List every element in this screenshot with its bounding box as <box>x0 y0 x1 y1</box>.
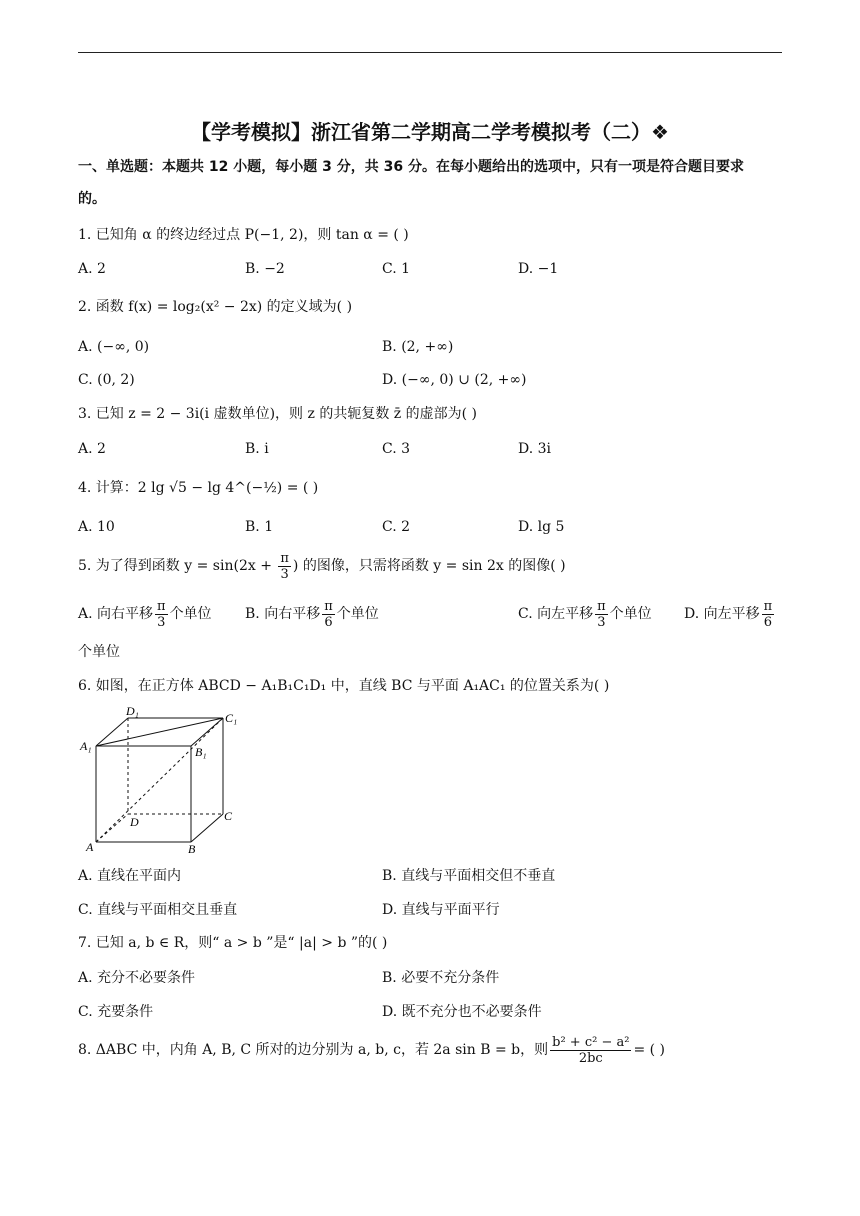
q4-option-a: A. 10 <box>78 519 115 535</box>
q7-option-d: D. 既不充分也不必要条件 <box>382 1004 542 1020</box>
q4-stem: 4. 计算：2 lg √5 − lg 4^(−½) = ( ) <box>78 480 319 496</box>
cube-label-c: C <box>224 809 233 823</box>
q6-option-a: A. 直线在平面内 <box>78 868 182 884</box>
q6-stem: 6. 如图，在正方体 ABCD − A₁B₁C₁D₁ 中，直线 BC 与平面 A₁AC₁ 的位置关系为( ) <box>78 678 610 694</box>
q5-option-b-text: B. 向右平移 <box>245 606 321 622</box>
q3-stem: 3. 已知 z = 2 − 3i(i 虚数单位)，则 z 的共轭复数 z̄ 的虚部为( ) <box>78 406 477 422</box>
q2-option-c: C. (0, 2) <box>78 372 135 388</box>
q3-option-b: B. i <box>245 441 269 457</box>
q5-stem <box>78 549 566 583</box>
q5-option-d-den: 6 <box>763 614 773 630</box>
q5-option-d-fraction <box>762 599 775 630</box>
q6-option-c: C. 直线与平面相交且垂直 <box>78 902 238 918</box>
q3-option-d: D. 3i <box>518 441 552 457</box>
cube-label-a1: A₁ <box>80 739 92 753</box>
q7-option-a: A. 充分不必要条件 <box>78 970 196 986</box>
q5-option-b-den: 6 <box>324 614 333 630</box>
q5-option-d-unit-wrap: 个单位 <box>78 644 120 660</box>
q3-option-a: A. 2 <box>78 441 106 457</box>
q1-option-a: A. 2 <box>78 261 106 277</box>
section-heading-line1: 一、单选题：本题共 12 小题，每小题 3 分，共 36 分。在每小题给出的选项中，只有一项是符合题目要求 <box>78 159 744 175</box>
q5-option-d-text: D. 向左平移 <box>684 606 760 622</box>
q8-frac-num: b² + c² − a² <box>552 1034 630 1050</box>
q6-option-d: D. 直线与平面平行 <box>382 902 500 918</box>
q5-stem-frac-den: 3 <box>280 566 289 582</box>
q5-option-a-num: π <box>157 598 166 614</box>
q2-option-d: D. (−∞, 0) ∪ (2, +∞) <box>382 372 527 388</box>
q7-stem: 7. 已知 a, b ∈ R，则“ a > b ”是“ |a| > b ”的( ) <box>78 935 388 951</box>
q1-option-d: D. −1 <box>518 261 559 277</box>
q8-stem <box>78 1033 665 1067</box>
header-rule <box>78 52 782 53</box>
cube-label-c1: C₁ <box>225 711 238 725</box>
q4-option-d: D. lg 5 <box>518 519 565 535</box>
cube-figure <box>78 704 248 856</box>
q5-option-c-den: 3 <box>597 614 606 630</box>
q5-option-d-num: π <box>763 598 773 614</box>
q5-option-b-unit: 个单位 <box>336 606 379 622</box>
cube-label-d: D <box>130 815 139 829</box>
q2-option-a: A. (−∞, 0) <box>78 339 150 355</box>
q5-option-c-num: π <box>597 598 606 614</box>
q8-frac-den: 2bc <box>578 1050 603 1066</box>
q5-option-d <box>684 597 776 631</box>
q4-option-c: C. 2 <box>382 519 411 535</box>
q4-option-b: B. 1 <box>245 519 274 535</box>
q7-option-c: C. 充要条件 <box>78 1004 154 1020</box>
q5-option-c <box>518 597 652 631</box>
cube-label-b: B <box>188 842 196 856</box>
q5-stem-part-a: 5. 为了得到函数 y = sin(2x + <box>78 558 277 574</box>
q5-option-a-unit: 个单位 <box>169 606 212 622</box>
section-heading-line2: 的。 <box>78 191 106 207</box>
q5-option-b-fraction <box>322 599 335 630</box>
q8-stem-part-a: 8. ΔABC 中，内角 A, B, C 所对的边分别为 a, b, c，若 2a sin B = b，则 <box>78 1042 549 1058</box>
q5-option-c-fraction <box>595 599 608 630</box>
q5-option-a-fraction <box>155 599 168 630</box>
q5-option-a-den: 3 <box>157 614 166 630</box>
q8-fraction <box>550 1035 631 1066</box>
q5-option-c-text: C. 向左平移 <box>518 606 594 622</box>
q1-stem: 1. 已知角 α 的终边经过点 P(−1, 2)，则 tan α = ( ) <box>78 227 409 243</box>
q6-option-b: B. 直线与平面相交但不垂直 <box>382 868 556 884</box>
cube-label-d1: D₁ <box>126 704 139 718</box>
q5-option-a <box>78 597 212 631</box>
q5-stem-fraction <box>278 551 291 582</box>
cube-label-a: A <box>86 840 94 854</box>
q5-option-c-unit: 个单位 <box>609 606 652 622</box>
page-title: 【学考模拟】浙江省第二学期高二学考模拟考（二）❖ <box>191 120 669 144</box>
cube-label-b1: B₁ <box>195 745 207 759</box>
q5-stem-part-b: ) 的图像，只需将函数 y = sin 2x 的图像( ) <box>292 558 566 574</box>
q5-option-b-num: π <box>324 598 333 614</box>
q2-stem: 2. 函数 f(x) = log₂(x² − 2x) 的定义域为( ) <box>78 299 353 315</box>
q3-option-c: C. 3 <box>382 441 411 457</box>
q5-option-a-text: A. 向右平移 <box>78 606 154 622</box>
q5-option-b <box>245 597 379 631</box>
q5-stem-frac-num: π <box>280 550 289 566</box>
q7-option-b: B. 必要不充分条件 <box>382 970 500 986</box>
q1-option-c: C. 1 <box>382 261 411 277</box>
q1-option-b: B. −2 <box>245 261 285 277</box>
q8-stem-part-b: = ( ) <box>633 1042 665 1058</box>
q2-option-b: B. (2, +∞) <box>382 339 454 355</box>
